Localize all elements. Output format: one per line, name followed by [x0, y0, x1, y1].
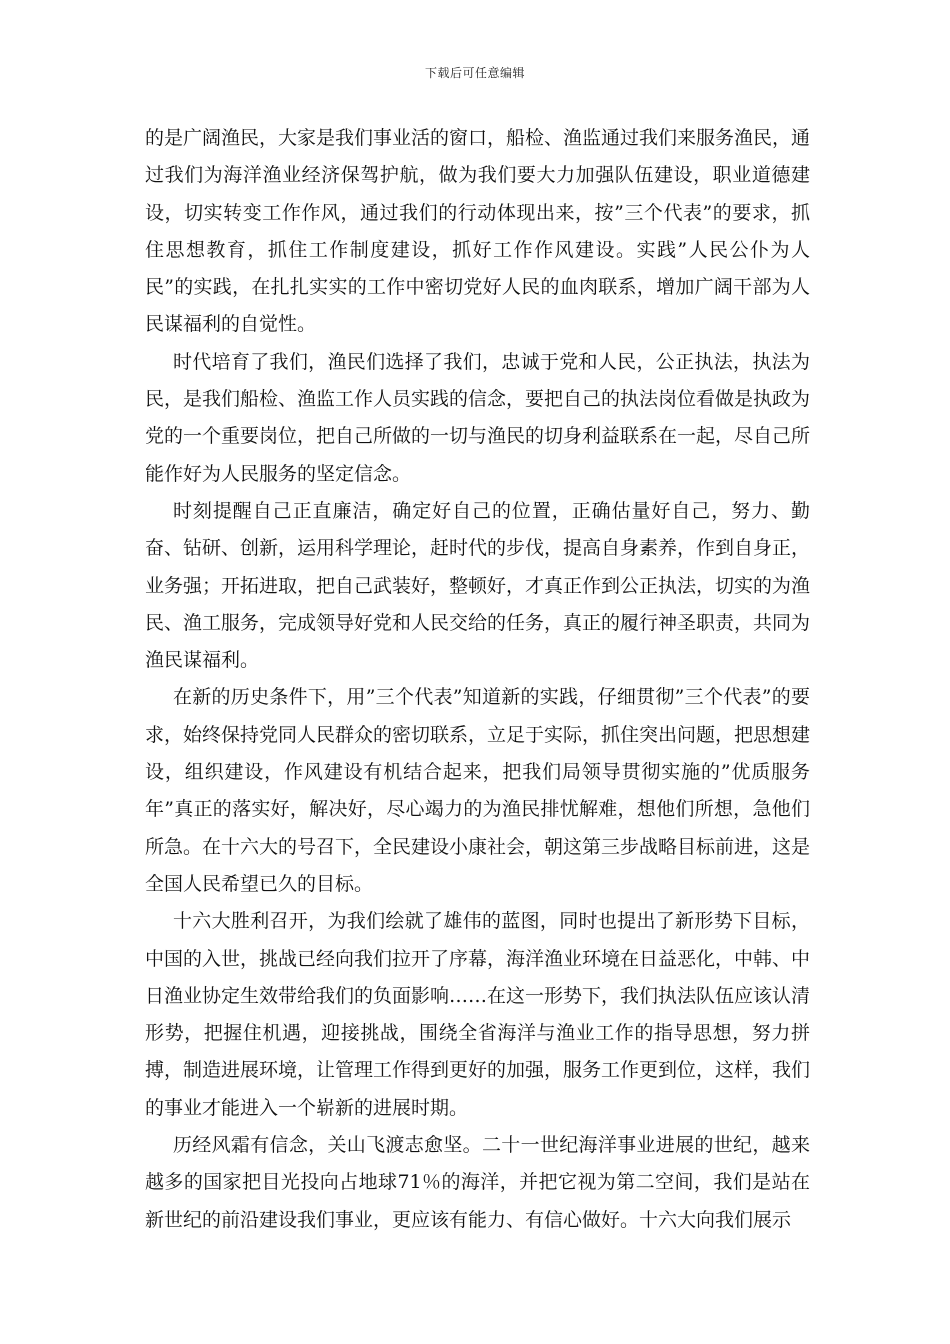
- page-header: 下载后可任意编辑: [424, 66, 525, 80]
- paragraph: 在新的历史条件下，用”三个代表”知道新的实践，仔细贯彻”三个代表”的要求，始终保持党同人民群众的密切联系，立足于实际，抓住突出问题，把思想建设，组织建设，作风建设有机结合起来，把我们局领导贯彻实施的”优质服务年”真正的落实好，解决好，尽心竭力的为渔民排忧解难，想他们所想，急他们所急。在十六大的号召下，全民建设小康社会，朝这第三步战略目标前进，这是全国人民希望已久的目标。: [145, 686, 811, 895]
- document-body: [145, 120, 810, 1239]
- paragraph: 历经风霜有信念，关山飞渡志愈坚。二十一世纪海洋事业进展的世纪，越来越多的国家把目光投向占地球71％的海洋，并把它视为第二空间，我们是站在新世纪的前沿建设我们事业，更应该有能力、有信心做好。十六大向我们展示: [145, 1134, 810, 1231]
- paragraph: 十六大胜利召开，为我们绘就了雄伟的蓝图，同时也提出了新形势下目标，中国的入世，挑战已经向我们拉开了序幕，海洋渔业环境在日益恶化，中韩、中日渔业协定生效带给我们的负面影响……在这一形势下，我们执法队伍应该认清形势，把握住机遇，迎接挑战，围绕全省海洋与渔业工作的指导思想，努力拼搏，制造进展环境，让管理工作得到更好的加强，服务工作更到位，这样，我们的事业才能进入一个崭新的进展时期。: [145, 910, 811, 1119]
- paragraph: 时代培育了我们，渔民们选择了我们，忠诚于党和人民，公正执法，执法为民，是我们船检、渔监工作人员实践的信念，要把自己的执法岗位看做是执政为党的一个重要岗位，把自己所做的一切与渔民的切身利益联系在一起，尽自己所能作好为人民服务的坚定信念。: [145, 350, 811, 485]
- paragraph: 时刻提醒自己正直廉洁，确定好自己的位置，正确估量好自己，努力、勤奋、钻研、创新，运用科学理论，赶时代的步伐，提高自身素养，作到自身正，业务强；开拓进取，把自己武装好，整顿好，才真正作到公正执法，切实的为渔民、渔工服务，完成领导好党和人民交给的任务，真正的履行神圣职责，共同为渔民谋福利。: [145, 499, 811, 672]
- paragraph: 的是广阔渔民，大家是我们事业活的窗口，船检、渔监通过我们来服务渔民，通过我们为海洋渔业经济保驾护航，做为我们要大力加强队伍建设，职业道德建设，切实转变工作作风，通过我们的行动体现出来，按”三个代表”的要求，抓住思想教育，抓住工作制度建设，抓好工作作风建设。实践”人民公仆为人民”的实践，在扎扎实实的工作中密切党好人民的血肉联系，增加广阔干部为人民谋福利的自觉性。: [145, 127, 811, 336]
